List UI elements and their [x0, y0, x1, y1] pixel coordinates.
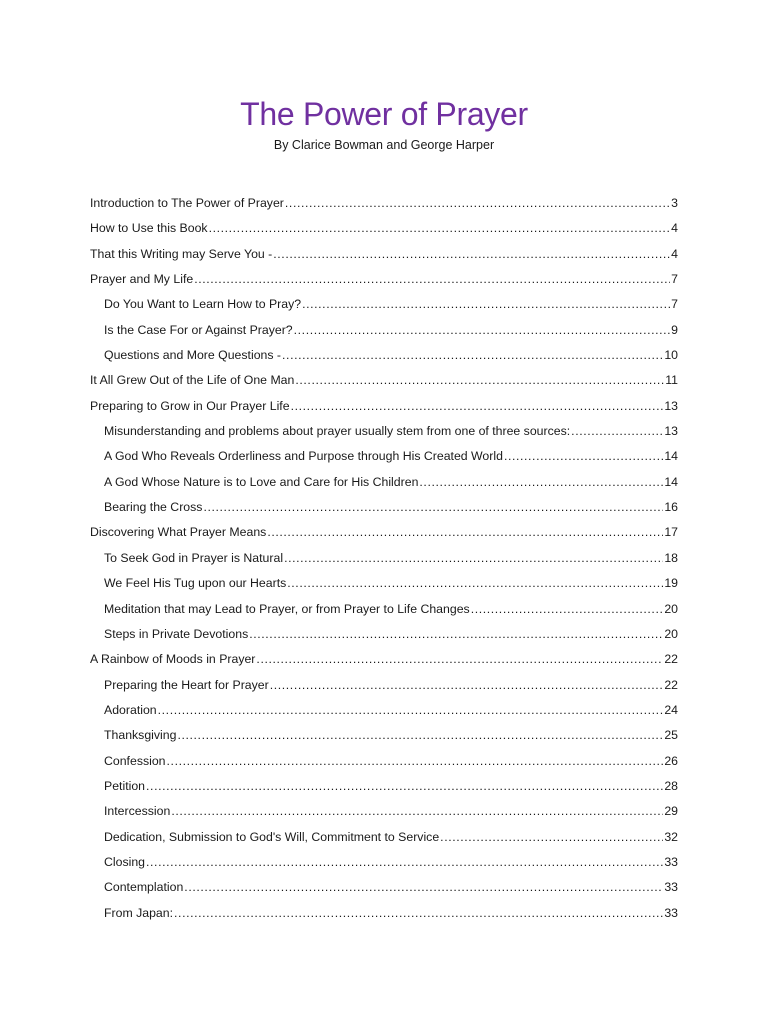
- dot-leader: [282, 346, 663, 364]
- dot-leader: [171, 802, 663, 820]
- toc-entry[interactable]: [90, 422, 678, 447]
- toc-entry[interactable]: [90, 625, 678, 650]
- toc-entry[interactable]: [90, 549, 678, 574]
- dot-leader: [267, 523, 663, 541]
- toc-entry[interactable]: [90, 270, 678, 295]
- toc-entry[interactable]: [90, 676, 678, 701]
- toc-entry[interactable]: [90, 219, 678, 244]
- dot-leader: [273, 245, 670, 263]
- toc-entry-page-number: 19: [664, 576, 678, 591]
- toc-entry-title: To Seek God in Prayer is Natural: [104, 550, 284, 565]
- dot-leader: [294, 321, 671, 339]
- toc-entry-title: Intercession: [104, 804, 171, 819]
- toc-entry[interactable]: [90, 853, 678, 878]
- toc-entry-page-number: 28: [664, 778, 678, 793]
- table-of-contents: [90, 194, 678, 929]
- toc-entry-page-number: 33: [664, 854, 678, 869]
- dot-leader: [295, 371, 664, 389]
- toc-entry-title: Introduction to The Power of Prayer: [90, 196, 284, 210]
- toc-entry-page-number: 16: [664, 500, 678, 515]
- toc-entry[interactable]: [90, 574, 678, 599]
- toc-entry-title: It All Grew Out of the Life of One Man: [90, 373, 295, 388]
- toc-entry[interactable]: [90, 498, 678, 523]
- toc-entry-title: Misunderstanding and problems about prayer usually stem from one of three sources:: [104, 424, 571, 439]
- toc-entry-title: A God Whose Nature is to Love and Care for His Children: [104, 474, 419, 489]
- toc-entry-title: Dedication, Submission to God's Will, Commitment to Service: [104, 829, 440, 844]
- toc-entry-title: Discovering What Prayer Means: [90, 525, 267, 540]
- toc-entry-page-number: 7: [671, 272, 678, 287]
- toc-entry[interactable]: [90, 878, 678, 903]
- toc-entry-page-number: 14: [664, 449, 678, 464]
- dot-leader: [184, 878, 663, 896]
- dot-leader: [203, 498, 663, 516]
- dot-leader: [177, 726, 663, 744]
- toc-entry-page-number: 7: [671, 297, 678, 312]
- dot-leader: [146, 853, 663, 871]
- toc-entry-page-number: 26: [664, 753, 678, 768]
- toc-entry-title: Contemplation: [104, 880, 184, 895]
- dot-leader: [146, 777, 663, 795]
- toc-entry-page-number: 10: [664, 348, 678, 363]
- toc-entry-title: Prayer and My Life: [90, 272, 194, 287]
- toc-entry-title: Confession: [104, 753, 166, 768]
- toc-entry-title: Bearing the Cross: [104, 500, 203, 515]
- dot-leader: [440, 828, 663, 846]
- toc-entry-page-number: 33: [664, 880, 678, 895]
- toc-entry-page-number: 20: [664, 601, 678, 616]
- toc-entry[interactable]: [90, 726, 678, 751]
- toc-entry-page-number: 20: [664, 626, 678, 641]
- toc-entry-page-number: 3: [671, 196, 678, 210]
- toc-entry-title: A God Who Reveals Orderliness and Purpose through His Created World: [104, 449, 503, 464]
- dot-leader: [167, 752, 664, 770]
- toc-entry[interactable]: [90, 346, 678, 371]
- toc-entry-page-number: 29: [664, 804, 678, 819]
- toc-entry[interactable]: [90, 701, 678, 726]
- toc-entry[interactable]: [90, 194, 678, 219]
- toc-entry-title: Steps in Private Devotions: [104, 626, 249, 641]
- dot-leader: [285, 194, 670, 212]
- toc-entry-title: Questions and More Questions -: [104, 348, 282, 363]
- toc-entry[interactable]: [90, 650, 678, 675]
- toc-entry-title: We Feel His Tug upon our Hearts: [104, 576, 287, 591]
- toc-entry-title: Preparing to Grow in Our Prayer Life: [90, 398, 290, 413]
- dot-leader: [284, 549, 663, 567]
- toc-entry-page-number: 4: [671, 246, 678, 261]
- toc-entry[interactable]: [90, 523, 678, 548]
- dot-leader: [419, 473, 663, 491]
- toc-entry-page-number: 14: [664, 474, 678, 489]
- dot-leader: [571, 422, 663, 440]
- dot-leader: [209, 219, 671, 237]
- toc-entry-page-number: 25: [664, 728, 678, 743]
- toc-entry-page-number: 17: [664, 525, 678, 540]
- toc-entry[interactable]: [90, 245, 678, 270]
- toc-entry-title: Is the Case For or Against Prayer?: [104, 322, 293, 337]
- toc-entry[interactable]: [90, 828, 678, 853]
- dot-leader: [249, 625, 663, 643]
- toc-entry[interactable]: [90, 371, 678, 396]
- toc-entry-page-number: 13: [664, 424, 678, 439]
- dot-leader: [158, 701, 664, 719]
- toc-entry-page-number: 11: [665, 373, 678, 388]
- toc-entry[interactable]: [90, 295, 678, 320]
- dot-leader: [194, 270, 670, 288]
- toc-entry-title: Adoration: [104, 702, 157, 717]
- toc-entry[interactable]: [90, 600, 678, 625]
- dot-leader: [302, 295, 670, 313]
- toc-entry-page-number: 32: [664, 829, 678, 844]
- toc-entry-page-number: 13: [664, 398, 678, 413]
- dot-leader: [471, 600, 664, 618]
- toc-entry-title: Meditation that may Lead to Prayer, or from Prayer to Life Changes: [104, 601, 470, 616]
- dot-leader: [287, 574, 663, 592]
- toc-entry-page-number: 9: [671, 322, 678, 337]
- toc-entry-page-number: 24: [664, 702, 678, 717]
- toc-entry-page-number: 22: [664, 652, 678, 667]
- toc-entry-title: Do You Want to Learn How to Pray?: [104, 297, 302, 312]
- toc-entry-page-number: 18: [664, 550, 678, 565]
- dot-leader: [270, 676, 664, 694]
- toc-entry-title: How to Use this Book: [90, 221, 208, 236]
- dot-leader: [291, 397, 664, 415]
- toc-entry[interactable]: [90, 473, 678, 498]
- document-title: The Power of Prayer: [240, 96, 528, 132]
- toc-entry[interactable]: [90, 752, 678, 777]
- toc-entry[interactable]: [90, 777, 678, 802]
- toc-entry-title: Preparing the Heart for Prayer: [104, 677, 269, 692]
- toc-entry-page-number: 22: [664, 677, 678, 692]
- toc-entry[interactable]: [90, 802, 678, 827]
- toc-entry-title: From Japan:: [104, 905, 174, 920]
- toc-entry-page-number: 33: [664, 905, 678, 920]
- document-subtitle: By Clarice Bowman and George Harper: [273, 138, 495, 152]
- toc-entry-title: That this Writing may Serve You -: [90, 246, 273, 261]
- toc-entry-title: A Rainbow of Moods in Prayer: [90, 652, 256, 667]
- toc-entry-title: Thanksgiving: [104, 728, 177, 743]
- dot-leader: [174, 904, 663, 922]
- toc-entry[interactable]: [90, 397, 678, 422]
- toc-entry[interactable]: [90, 904, 678, 929]
- toc-entry-page-number: 4: [671, 221, 678, 236]
- toc-entry[interactable]: [90, 321, 678, 346]
- dot-leader: [504, 447, 663, 465]
- dot-leader: [256, 650, 663, 668]
- toc-entry-title: Petition: [104, 778, 146, 793]
- toc-entry[interactable]: [90, 447, 678, 472]
- toc-entry-title: Closing: [104, 854, 146, 869]
